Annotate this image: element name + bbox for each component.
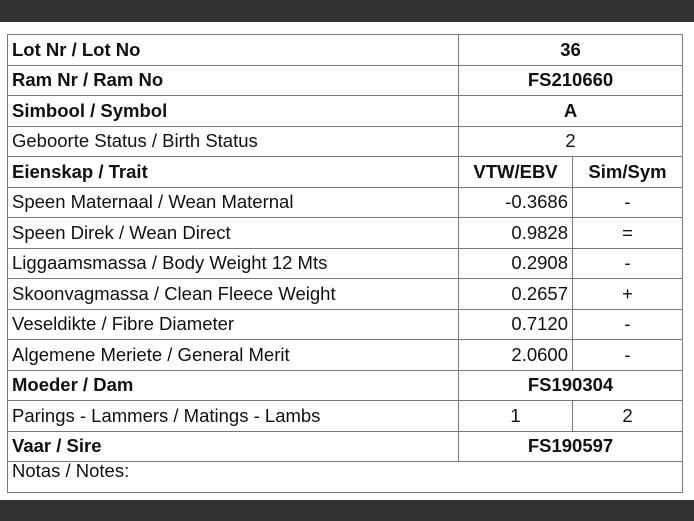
sym-header: Sim/Sym: [573, 157, 683, 188]
trait-row: [8, 248, 683, 279]
trait-name: Speen Maternaal / Wean Maternal: [8, 187, 459, 218]
ebv-header: VTW/EBV: [459, 157, 573, 188]
trait-header-row: [8, 157, 683, 188]
trait-row: [8, 187, 683, 218]
trait-name: Skoonvagmassa / Clean Fleece Weight: [8, 279, 459, 310]
dam-value: FS190304: [459, 370, 683, 401]
trait-name: Speen Direk / Wean Direct: [8, 218, 459, 249]
ram-label: Ram Nr / Ram No: [8, 65, 459, 96]
trait-ebv: -0.3686: [459, 187, 573, 218]
symbol-value: A: [459, 96, 683, 127]
trait-sym: -: [573, 248, 683, 279]
sire-row: [8, 431, 683, 462]
trait-ebv: 0.9828: [459, 218, 573, 249]
trait-ebv: 0.7120: [459, 309, 573, 340]
trait-name: Veseldikte / Fibre Diameter: [8, 309, 459, 340]
dam-row: [8, 370, 683, 401]
trait-sym: +: [573, 279, 683, 310]
trait-ebv: 0.2908: [459, 248, 573, 279]
notes-row: [8, 462, 683, 493]
trait-name: Algemene Meriete / General Merit: [8, 340, 459, 371]
lot-row: [8, 35, 683, 66]
trait-header-label: Eienskap / Trait: [8, 157, 459, 188]
trait-sym: -: [573, 187, 683, 218]
ram-row: [8, 65, 683, 96]
matings-row: [8, 401, 683, 432]
catalogue-sheet: [0, 22, 694, 500]
trait-name: Liggaamsmassa / Body Weight 12 Mts: [8, 248, 459, 279]
trait-ebv: 0.2657: [459, 279, 573, 310]
trait-sym: =: [573, 218, 683, 249]
lot-value: 36: [459, 35, 683, 66]
trait-row: [8, 218, 683, 249]
lot-label: Lot Nr / Lot No: [8, 35, 459, 66]
notes-label: Notas / Notes:: [8, 462, 683, 493]
symbol-row: [8, 96, 683, 127]
birth-status-value: 2: [459, 126, 683, 157]
birth-status-label: Geboorte Status / Birth Status: [8, 126, 459, 157]
trait-sym: -: [573, 340, 683, 371]
symbol-label: Simbool / Symbol: [8, 96, 459, 127]
matings-count: 1: [459, 401, 573, 432]
trait-row: [8, 309, 683, 340]
ram-info-table: [7, 34, 683, 493]
trait-row: [8, 279, 683, 310]
birth-status-row: [8, 126, 683, 157]
trait-ebv: 2.0600: [459, 340, 573, 371]
dam-label: Moeder / Dam: [8, 370, 459, 401]
trait-row: [8, 340, 683, 371]
sire-value: FS190597: [459, 431, 683, 462]
trait-sym: -: [573, 309, 683, 340]
lambs-count: 2: [573, 401, 683, 432]
ram-value: FS210660: [459, 65, 683, 96]
matings-label: Parings - Lammers / Matings - Lambs: [8, 401, 459, 432]
sire-label: Vaar / Sire: [8, 431, 459, 462]
